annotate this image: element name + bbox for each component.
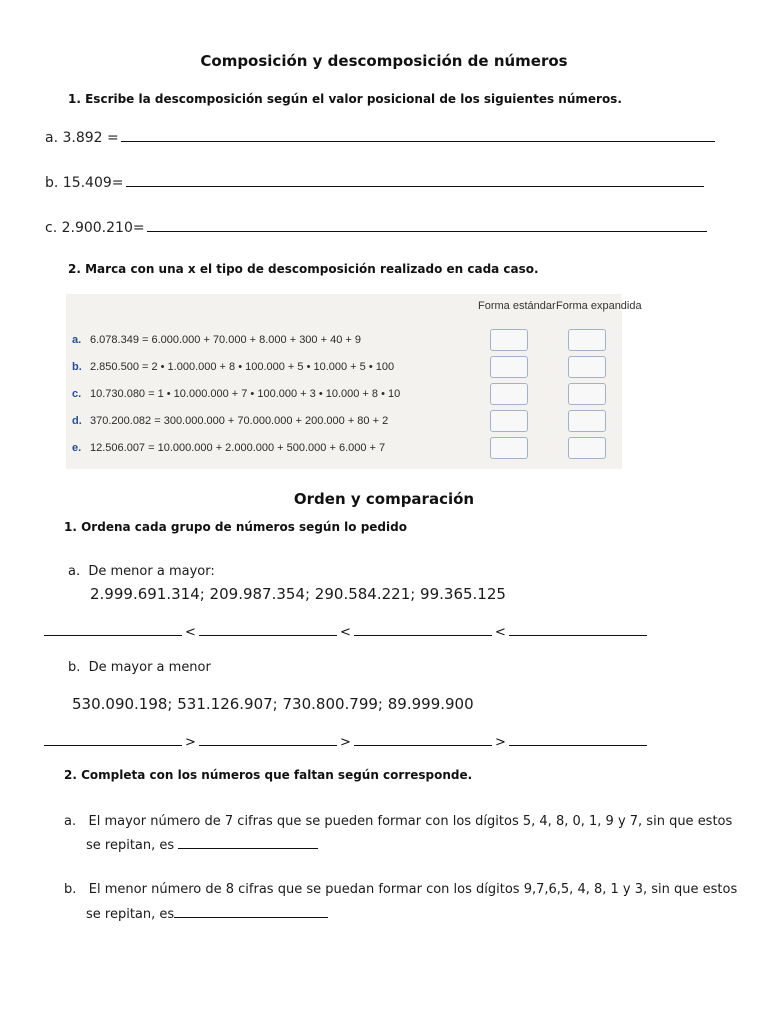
order-blank[interactable] xyxy=(354,735,492,746)
section-title: Orden y comparación xyxy=(293,490,475,508)
order-item-a xyxy=(68,564,215,579)
checkbox-standard-b[interactable] xyxy=(490,356,528,378)
page-title: Composición y descomposición de números xyxy=(200,52,568,70)
question-2-instruction xyxy=(68,262,539,276)
table-row xyxy=(72,388,400,400)
column-header-standard: Forma estándar xyxy=(478,300,556,312)
checkbox-expanded-c[interactable] xyxy=(568,383,606,405)
table-row xyxy=(72,334,361,346)
less-than-symbol: < xyxy=(185,625,196,640)
row-letter: b. xyxy=(72,361,82,373)
order-blanks-a xyxy=(44,625,647,640)
answer-blank[interactable] xyxy=(121,127,715,142)
question-number: 1. xyxy=(68,92,81,106)
row-expression: 2.850.500 = 2 • 1.000.000 + 8 • 100.000 + 5 • 10.000 + 5 • 100 xyxy=(90,361,395,373)
checkbox-expanded-e[interactable] xyxy=(568,437,606,459)
row-expression: 12.506.007 = 10.000.000 + 2.000.000 + 500.000 + 6.000 + 7 xyxy=(90,442,386,454)
order-blank[interactable] xyxy=(44,625,182,636)
less-than-symbol: < xyxy=(495,625,506,640)
row-letter: c. xyxy=(72,388,82,400)
checkbox-standard-c[interactable] xyxy=(490,383,528,405)
question-text: Completa con los números que faltan según corresponde. xyxy=(81,768,473,782)
question-text: Ordena cada grupo de números según lo pedido xyxy=(81,520,407,534)
item-label: b. xyxy=(68,660,81,675)
item-label: a. xyxy=(64,814,77,829)
answer-line-c xyxy=(45,217,707,236)
item-label: a. xyxy=(68,564,81,579)
item-line: El mayor número de 7 cifras que se pueden formar con los dígitos 5, 4, 8, 0, 1, 9 y 7, sin que estos xyxy=(88,814,733,829)
number-list-a: 2.999.691.314; 209.987.354; 290.584.221; 99.365.125 xyxy=(90,585,506,603)
row-expression: 370.200.082 = 300.000.000 + 70.000.000 + 200.000 + 80 + 2 xyxy=(90,415,389,427)
answer-blank[interactable] xyxy=(147,217,707,232)
order-blank[interactable] xyxy=(44,735,182,746)
question-text: Escribe la descomposición según el valor posicional de los siguientes números. xyxy=(85,92,622,106)
row-expression: 6.078.349 = 6.000.000 + 70.000 + 8.000 + 300 + 40 + 9 xyxy=(90,334,361,346)
item-label: b. 15.409= xyxy=(45,175,124,191)
table-row xyxy=(72,415,388,427)
row-letter: d. xyxy=(72,415,82,427)
question-number: 2. xyxy=(68,262,81,276)
complete-item-a xyxy=(64,814,732,829)
greater-than-symbol: > xyxy=(495,735,506,750)
question-text: Marca con una x el tipo de descomposición realizado en cada caso. xyxy=(85,262,539,276)
checkbox-expanded-a[interactable] xyxy=(568,329,606,351)
checkbox-expanded-d[interactable] xyxy=(568,410,606,432)
item-text: De mayor a menor xyxy=(88,660,211,675)
row-letter: a. xyxy=(72,334,82,346)
question-2-instruction xyxy=(64,768,472,782)
order-blanks-b xyxy=(44,735,647,750)
greater-than-symbol: > xyxy=(185,735,196,750)
table-row xyxy=(72,361,394,373)
item-label: c. 2.900.210= xyxy=(45,220,145,236)
table-row xyxy=(72,442,385,454)
order-blank[interactable] xyxy=(199,735,337,746)
greater-than-symbol: > xyxy=(340,735,351,750)
row-letter: e. xyxy=(72,442,82,454)
checkbox-standard-a[interactable] xyxy=(490,329,528,351)
less-than-symbol: < xyxy=(340,625,351,640)
question-1-instruction xyxy=(64,520,407,534)
item-text: De menor a mayor: xyxy=(88,564,215,579)
answer-line-a xyxy=(45,127,715,146)
checkbox-expanded-b[interactable] xyxy=(568,356,606,378)
question-number: 2. xyxy=(64,768,77,782)
item-line: se repitan, es xyxy=(86,838,175,853)
order-blank[interactable] xyxy=(509,625,647,636)
decomposition-table xyxy=(66,294,642,469)
item-label: a. 3.892 = xyxy=(45,130,119,146)
answer-blank[interactable] xyxy=(174,905,328,918)
item-label: b. xyxy=(64,882,77,897)
checkbox-standard-e[interactable] xyxy=(490,437,528,459)
question-1-instruction xyxy=(68,92,622,106)
item-line: El menor número de 8 cifras que se puedan formar con los dígitos 9,7,6,5, 4, 8, 1 y 3, sin que estos xyxy=(88,882,738,897)
answer-line-b xyxy=(45,172,704,191)
order-blank[interactable] xyxy=(199,625,337,636)
column-header-expanded: Forma expandida xyxy=(556,300,642,312)
complete-item-b xyxy=(64,882,737,897)
order-item-b xyxy=(68,660,211,675)
answer-blank[interactable] xyxy=(126,172,704,187)
complete-item-a-line2 xyxy=(86,836,318,853)
order-blank[interactable] xyxy=(354,625,492,636)
question-number: 1. xyxy=(64,520,77,534)
answer-blank[interactable] xyxy=(178,836,318,849)
complete-item-b-line2 xyxy=(86,905,328,922)
checkbox-standard-d[interactable] xyxy=(490,410,528,432)
item-line: se repitan, es xyxy=(86,907,175,922)
order-blank[interactable] xyxy=(509,735,647,746)
row-expression: 10.730.080 = 1 • 10.000.000 + 7 • 100.000 + 3 • 10.000 + 8 • 10 xyxy=(90,388,401,400)
number-list-b: 530.090.198; 531.126.907; 730.800.799; 89.999.900 xyxy=(72,695,474,713)
